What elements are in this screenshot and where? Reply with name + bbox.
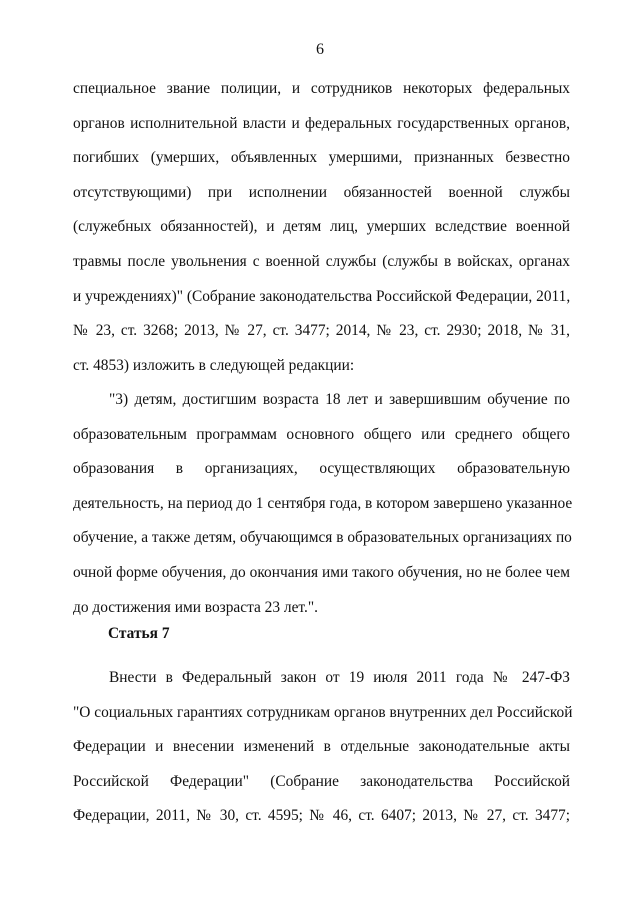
page-number: 6 <box>316 41 324 58</box>
text-line: деятельность, на период до 1 сентября года, в котором завершено указанное <box>73 494 573 512</box>
text-line: специальное звание полиции, и сотрудников некоторых федеральных <box>73 80 570 97</box>
text-line: образовательным программам основного общего или среднего общего <box>73 425 570 443</box>
text-line: Федерации и внесении изменений в отдельные законодательные акты <box>73 738 570 756</box>
text-line: "О социальных гарантиях сотрудникам органов внутренних дел Российской <box>73 703 573 721</box>
text-line: органов исполнительной власти и федеральных государственных органов, <box>73 114 570 132</box>
text-line: Внести в Федеральный закон от 19 июля 2011 года № 247-ФЗ <box>109 669 570 686</box>
article-heading: Статья 7 <box>108 625 170 642</box>
text-line: образования в организациях, осуществляющих образовательную <box>73 460 570 478</box>
text-line: очной форме обучения, до окончания ими такого обучения, но не более чем <box>73 563 570 581</box>
paragraph-continuation <box>73 72 570 383</box>
text-line: травмы после увольнения с военной службы (службы в войсках, органах <box>73 252 570 270</box>
text-line: Российской Федерации" (Собрание законодательства Российской <box>73 772 570 790</box>
text-line: Федерации, 2011, № 30, ст. 4595; № 46, ст. 6407; 2013, № 27, ст. 3477; <box>73 807 570 825</box>
text-line: "3) детям, достигшим возраста 18 лет и завершившим обучение по <box>109 391 570 408</box>
text-line: и учреждениях)" (Собрание законодательства Российской Федерации, 2011, <box>73 287 571 305</box>
text-line: погибших (умерших, объявленных умершими, признанных безвестно <box>73 149 570 167</box>
text-line: отсутствующими) при исполнении обязанностей военной службы <box>73 183 570 201</box>
text-line: до достижения ими возраста 23 лет.". <box>73 598 318 616</box>
text-line: обучение, а также детям, обучающимся в образовательных организациях по <box>73 529 572 547</box>
text-line: ст. 4853) изложить в следующей редакции: <box>73 356 355 374</box>
article-paragraph <box>73 661 573 834</box>
quoted-amendment-paragraph <box>73 383 573 625</box>
text-line: (служебных обязанностей), и детям лиц, умерших вследствие военной <box>73 218 570 236</box>
text-line: № 23, ст. 3268; 2013, № 27, ст. 3477; 2014, № 23, ст. 2930; 2018, № 31, <box>73 322 570 340</box>
